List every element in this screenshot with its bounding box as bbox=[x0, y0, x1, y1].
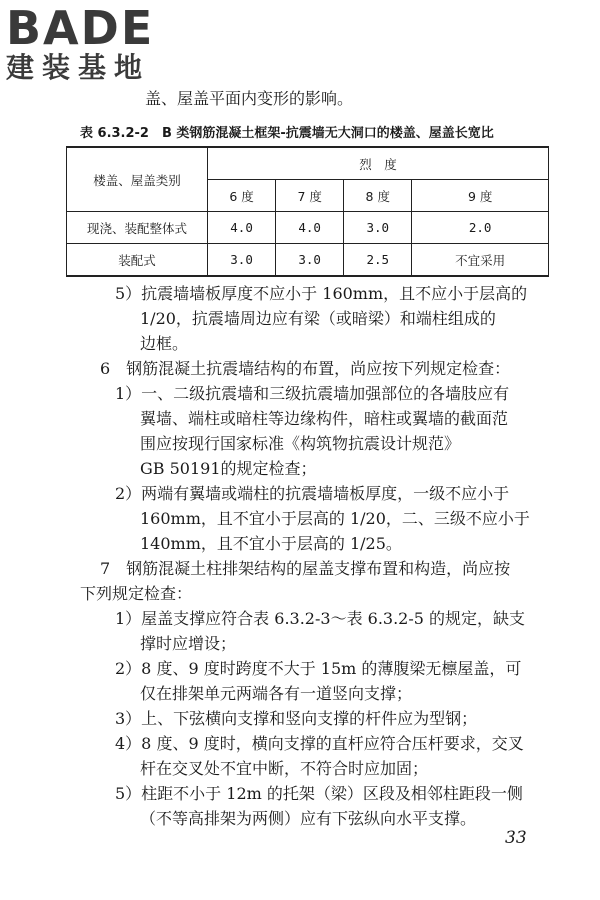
body-line: 围应按现行国家标准《构筑物抗震设计规范》 bbox=[140, 434, 461, 453]
body-line: 翼墙、端柱或暗柱等边缘构件，暗柱或翼墙的截面范 bbox=[140, 409, 509, 428]
table-cell: 4.0 bbox=[208, 212, 276, 244]
section-heading: 7 钢筋混凝土柱排架结构的屋盖支撑布置和构造，尚应按 bbox=[100, 559, 511, 578]
body-line: 5）抗震墙墙板厚度不应小于 160mm，且不应小于层高的 bbox=[115, 284, 528, 303]
column-header: 7 度 bbox=[276, 180, 344, 212]
column-header: 9 度 bbox=[412, 180, 549, 212]
body-line: 仅在排架单元两端各有一道竖向支撑； bbox=[140, 684, 413, 703]
table-cell: 不宜采用 bbox=[412, 244, 549, 277]
intro-line: 盖、屋盖平面内变形的影响。 bbox=[145, 89, 354, 108]
body-line: 140mm，且不宜小于层高的 1/25。 bbox=[140, 534, 402, 553]
table-cell: 3.0 bbox=[208, 244, 276, 277]
body-line: 5）柱距不小于 12m 的托架（梁）区段及相邻柱距段一侧 bbox=[115, 784, 523, 803]
body-line: 2）8 度、9 度时跨度不大于 15m 的薄腹梁无檩屋盖，可 bbox=[115, 659, 522, 678]
body-line: 撑时应增设； bbox=[140, 634, 237, 653]
ratio-table bbox=[66, 146, 549, 277]
body-line: 160mm，且不宜小于层高的 1/20，二、三级不应小于 bbox=[140, 509, 530, 528]
logo-wordmark: BADE bbox=[6, 1, 155, 55]
intensity-group-header: 烈 度 bbox=[208, 147, 549, 180]
body-line: 边框。 bbox=[140, 334, 189, 353]
table-cell: 2.0 bbox=[412, 212, 549, 244]
table-cell: 3.0 bbox=[276, 244, 344, 277]
body-line: 2）两端有翼墙或端柱的抗震墙墙板厚度，一级不应小于 bbox=[115, 484, 510, 503]
body-line: 下列规定检查： bbox=[80, 584, 193, 603]
body-line: 1）屋盖支撑应符合表 6.3.2-3～表 6.3.2-5 的规定，缺支 bbox=[115, 609, 526, 628]
body-line: （不等高排架为两侧）应有下弦纵向水平支撑。 bbox=[140, 809, 477, 828]
table-cell: 4.0 bbox=[276, 212, 344, 244]
body-line: 杆在交叉处不宜中断，不符合时应加固； bbox=[140, 759, 429, 778]
table-cell: 3.0 bbox=[344, 212, 412, 244]
brand-logo bbox=[6, 1, 176, 84]
body-line: 4）8 度、9 度时，横向支撑的直杆应符合压杆要求，交叉 bbox=[115, 734, 524, 753]
row-label: 装配式 bbox=[67, 244, 208, 277]
body-line: GB 50191的规定检查； bbox=[140, 459, 317, 478]
table-row bbox=[67, 244, 549, 277]
body-line: 1/20，抗震墙周边应有梁（或暗梁）和端柱组成的 bbox=[140, 309, 496, 328]
row-header-cell: 楼盖、屋盖类别 bbox=[67, 147, 208, 212]
page-number: 33 bbox=[505, 828, 527, 848]
logo-subtitle: 建装基地 bbox=[6, 51, 151, 84]
row-label: 现浇、装配整体式 bbox=[67, 212, 208, 244]
table-cell: 2.5 bbox=[344, 244, 412, 277]
table-caption: 表 6.3.2-2 B 类钢筋混凝土框架-抗震墙无大洞口的楼盖、屋盖长宽比 bbox=[80, 126, 494, 141]
table-row bbox=[67, 212, 549, 244]
body-line: 3）上、下弦横向支撑和竖向支撑的杆件应为型钢； bbox=[115, 709, 478, 728]
body-line: 1）一、二级抗震墙和三级抗震墙加强部位的各墙肢应有 bbox=[115, 384, 510, 403]
column-header: 8 度 bbox=[344, 180, 412, 212]
section-heading: 6 钢筋混凝土抗震墙结构的布置，尚应按下列规定检查： bbox=[100, 359, 511, 378]
column-header: 6 度 bbox=[208, 180, 276, 212]
